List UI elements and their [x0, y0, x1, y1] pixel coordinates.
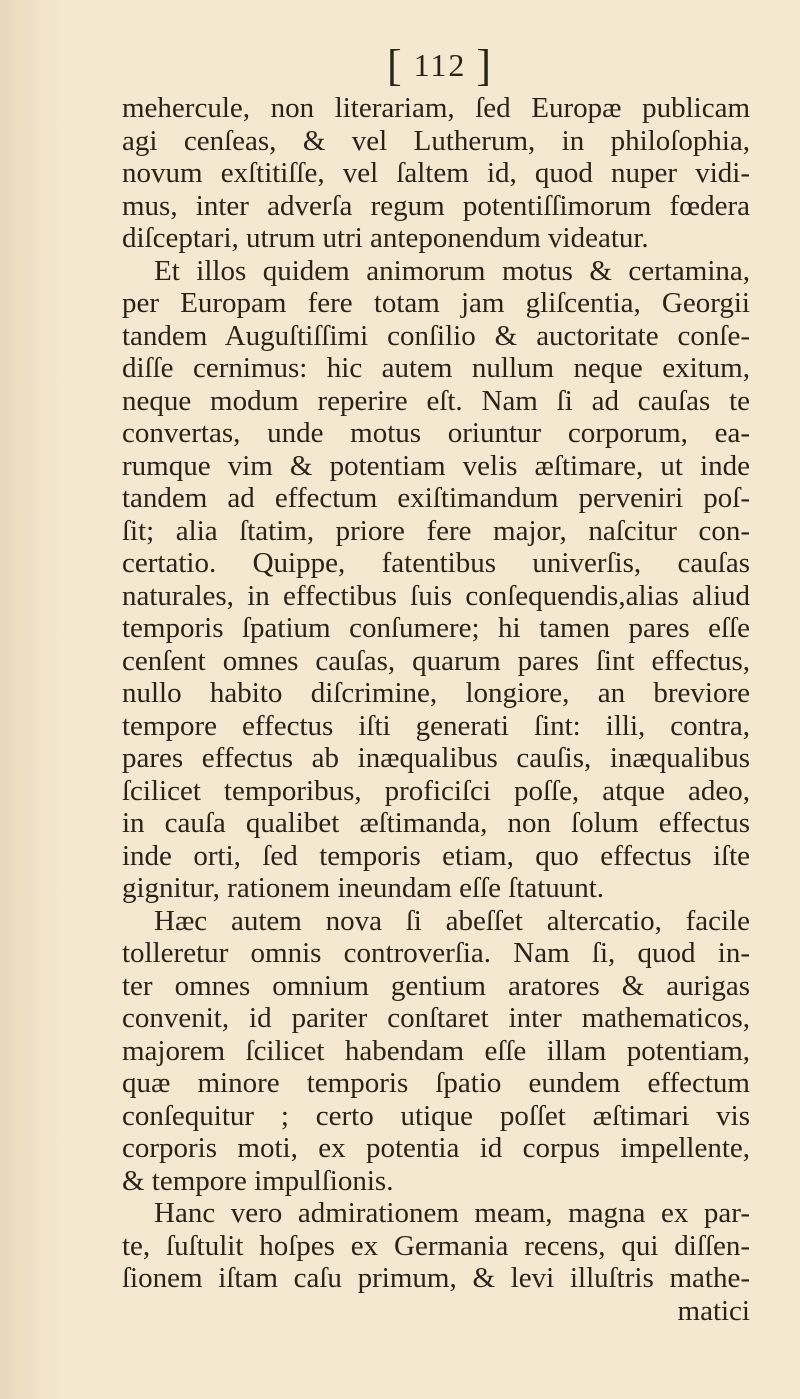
text-line: majorem ſcilicet habendam eſſe illam potentiam, [122, 1034, 750, 1067]
text-line: matici [677, 1294, 750, 1327]
text-line: tandem Auguſtiſſimi conſilio & auctoritate conſe- [122, 319, 750, 352]
text-line: conſequitur ; certo utique poſſet æſtimari vis [122, 1099, 750, 1132]
text-line: corporis moti, ex potentia id corpus impellente, [122, 1132, 750, 1164]
text-line: agi cenſeas, & vel Lutherum, in philoſophia, [122, 124, 750, 157]
text-line: certatio. Quippe, fatentibus univerſis, cauſas [122, 547, 750, 579]
page-number-header [370, 40, 510, 91]
text-line: neque modum reperire eſt. Nam ſi ad cauſas te [122, 384, 750, 417]
text-line: novum exſtitiſſe, vel ſaltem id, quod nuper vidi- [122, 157, 750, 189]
right-bracket: ] [476, 41, 494, 90]
text-line: temporis ſpatium conſumere; hi tamen pares eſſe [122, 612, 750, 644]
text-line: convenit, id pariter conſtaret inter mathematicos, [122, 1002, 750, 1034]
text-line: ter omnes omnium gentium aratores & aurigas [122, 969, 750, 1002]
text-line: tolleretur omnis controverſia. Nam ſi, quod in- [122, 937, 750, 969]
text-line: ſit; alia ſtatim, priore fere major, naſcitur con- [122, 514, 750, 547]
text-line: Hæc autem nova ſi abeſſet altercatio, facile [154, 904, 750, 937]
text-line: quæ minore temporis ſpatio eundem effectum [122, 1067, 750, 1099]
text-line: mehercule, non literariam, ſed Europæ publicam [122, 92, 750, 124]
left-bracket: [ [386, 41, 404, 90]
text-line: ſcilicet temporibus, proficiſci poſſe, atque adeo, [122, 774, 750, 807]
text-line: Et illos quidem animorum motus & certamina, [154, 254, 750, 287]
text-line: in cauſa qualibet æſtimanda, non ſolum effectus [122, 807, 750, 839]
text-line: nullo habito diſcrimine, longiore, an breviore [122, 677, 750, 709]
text-line: mus, inter adverſa regum potentiſſimorum fœdera [122, 189, 750, 222]
page-number: 112 [413, 47, 467, 83]
text-line: diſſe cernimus: hic autem nullum neque exitum, [122, 352, 750, 384]
text-line: cenſent omnes cauſas, quarum pares ſint effectus, [122, 644, 750, 677]
text-line: rumque vim & potentiam velis æſtimare, ut inde [122, 449, 750, 482]
text-line: naturales, in effectibus ſuis conſequendis,alias aliud [122, 579, 750, 612]
text-line: per Europam fere totam jam gliſcentia, Georgii [122, 287, 750, 319]
text-line: ſionem iſtam caſu primum, & levi illuſtris mathe- [122, 1262, 750, 1294]
page-gutter-shadow [0, 0, 60, 1399]
text-line: pares effectus ab inæqualibus cauſis, inæqualibus [122, 742, 750, 774]
text-line: tandem ad effectum exiſtimandum perveniri poſ- [122, 482, 750, 514]
text-line: tempore effectus iſti generati ſint: illi, contra, [122, 709, 750, 742]
text-line: & tempore impulſionis. [122, 1164, 394, 1197]
text-line: inde orti, ſed temporis etiam, quo effectus iſte [122, 839, 750, 872]
text-line: Hanc vero admirationem meam, magna ex par- [154, 1197, 750, 1229]
body-text [122, 92, 750, 1327]
text-line: gignitur, rationem ineundam eſſe ſtatuunt. [122, 872, 605, 904]
text-line: te, ſuſtulit hoſpes ex Germania recens, qui diſſen- [122, 1229, 750, 1262]
text-line: convertas, unde motus oriuntur corporum, ea- [122, 417, 750, 449]
text-line: diſceptari, utrum utri anteponendum videatur. [122, 222, 649, 254]
